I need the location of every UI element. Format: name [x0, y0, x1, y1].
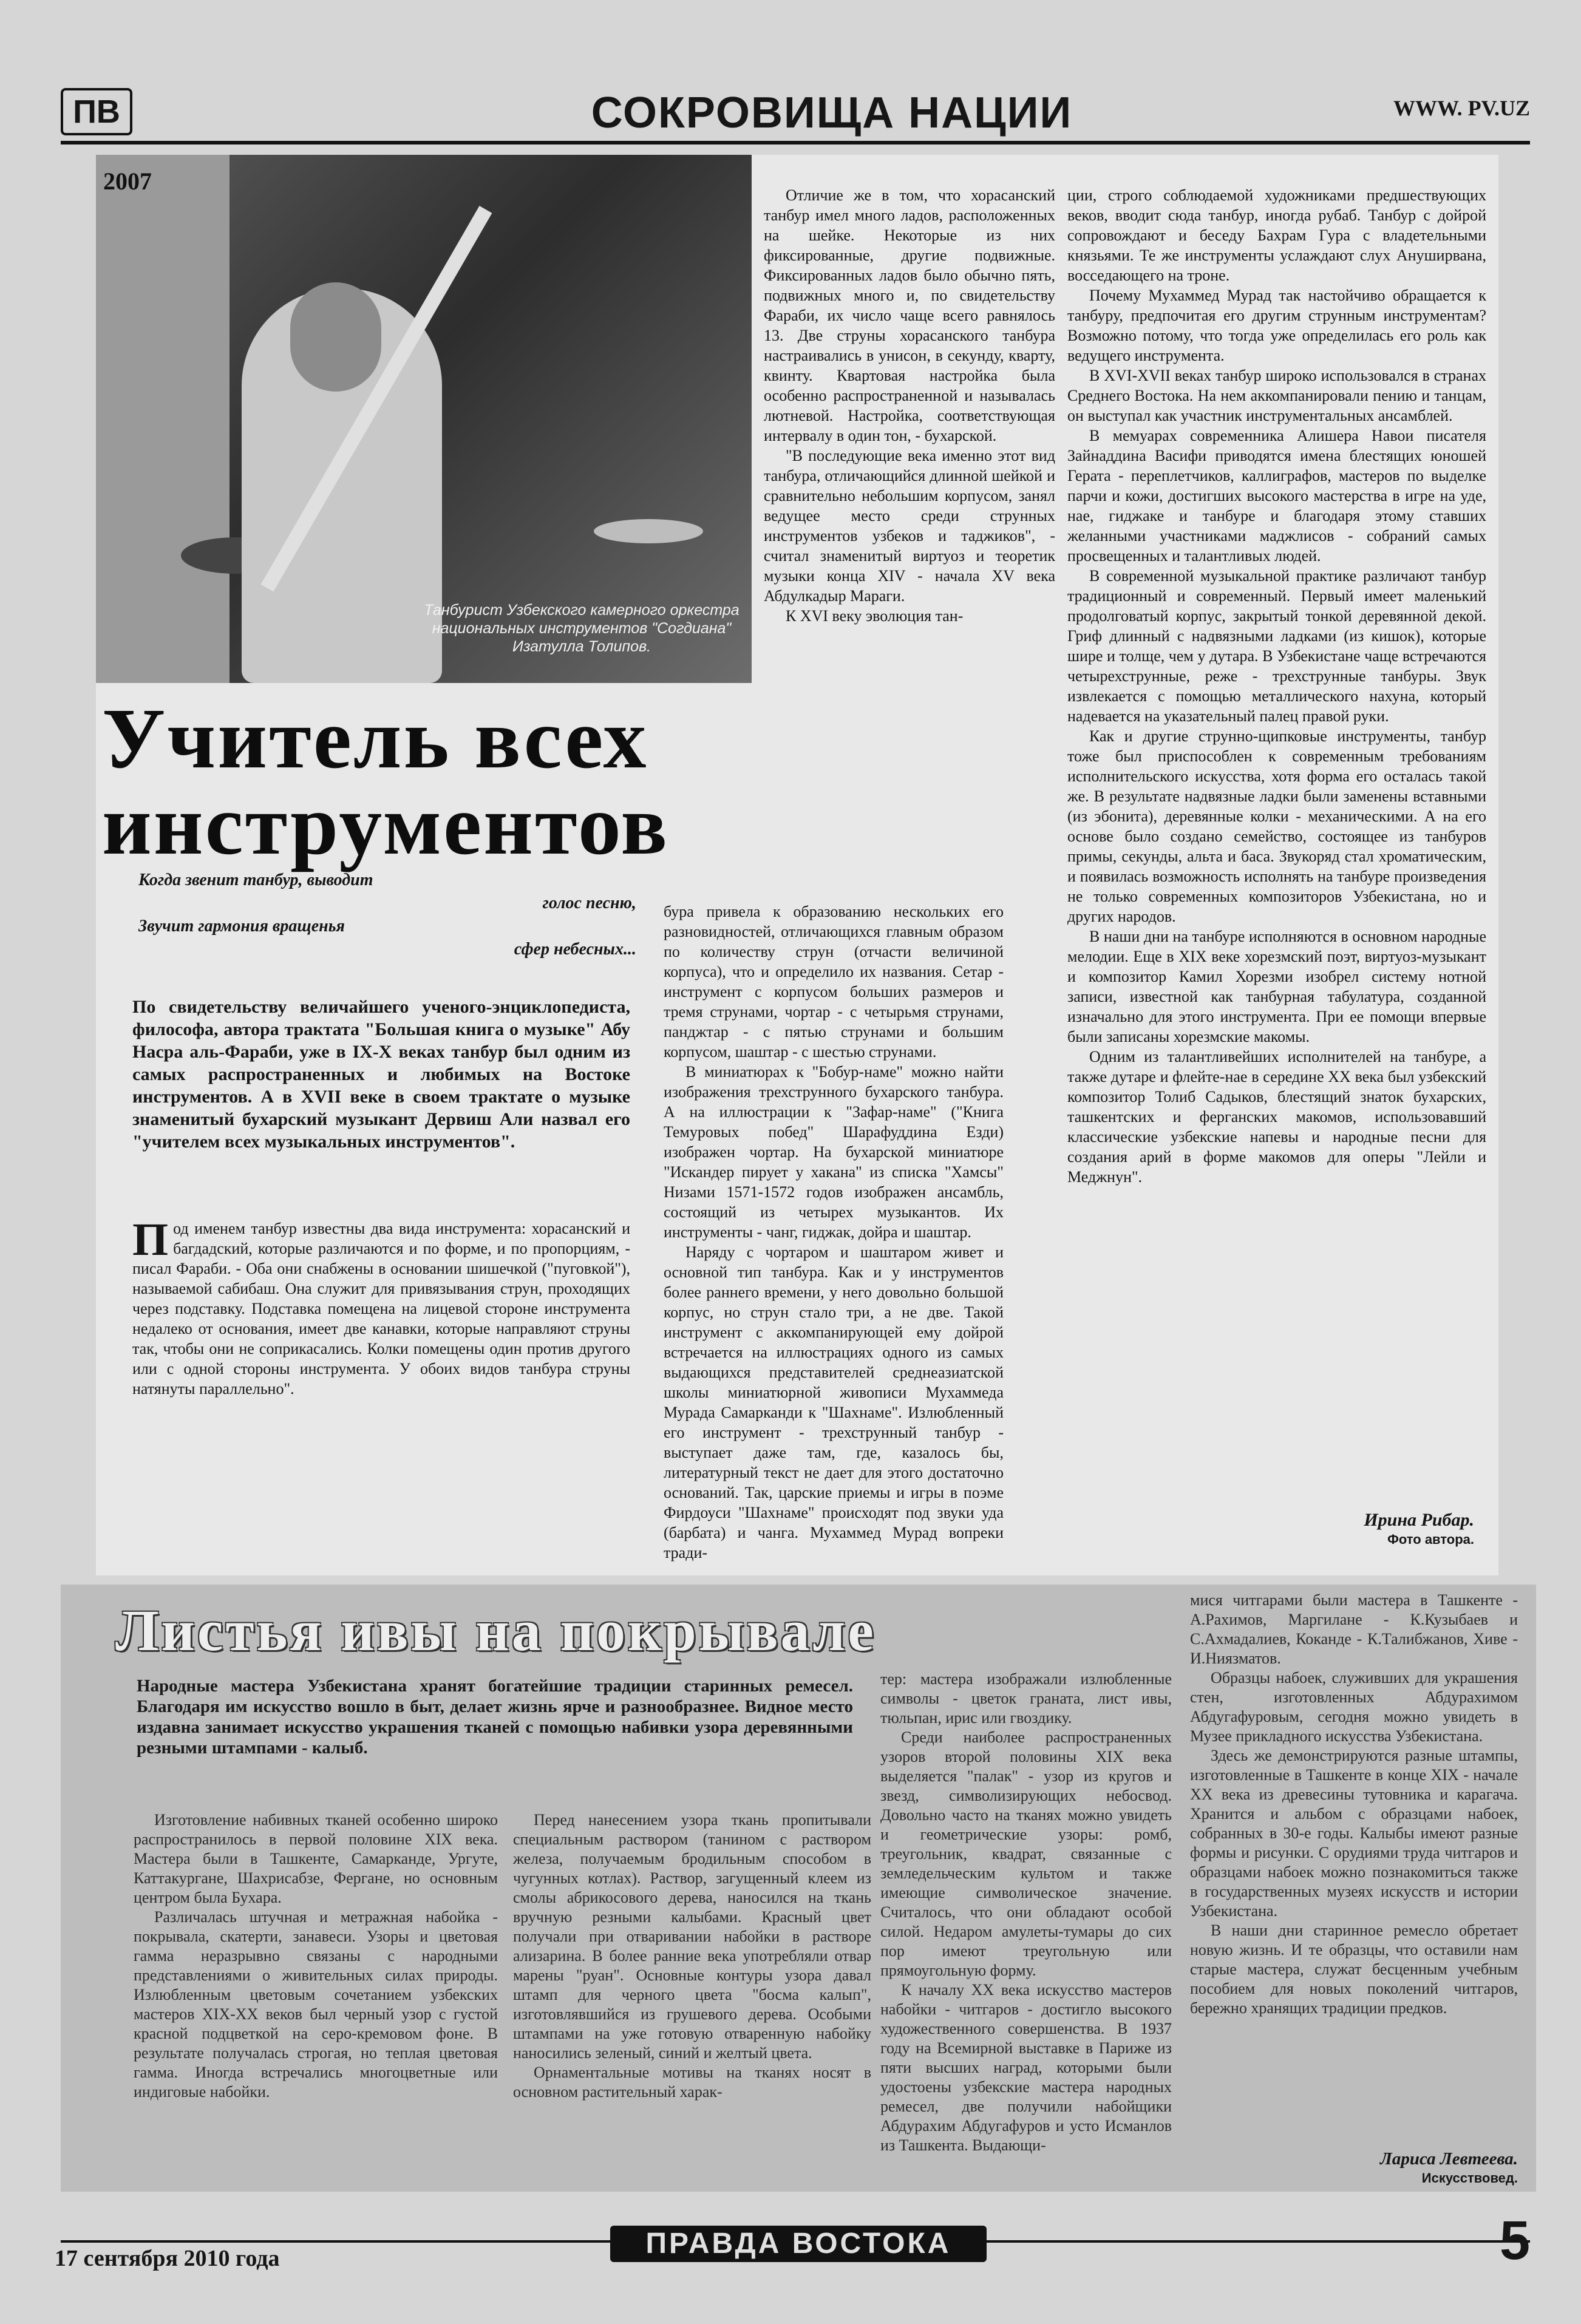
paragraph: Отличие же в том, что хорасанский танбур имел много ладов, расположенных на шейке. Некоторые из них фиксированные, другие подвижные. Фиксированных ладов было обычно пять, подвижных много и, по свидетельству Фараби, их число чаще всего равнялось 13. Две струны хорасанского танбура настраивались в унисон, в секунду, кварту, квинту. Квартовая настройка была особенно распространенной и называлась лютневой. Настройка, соответствующая интервалу в один тон, - бухарской. [764, 186, 1055, 444]
paragraph: Орнаментальные мотивы на тканях носят в основном растительный харак- [513, 2064, 871, 2101]
paragraph: Образцы набоек, служивших для украшения стен, изготовленных Абдурахимом Абдугафуровым, сегодня можно увидеть в Музее прикладного искусства Узбекистана. [1190, 1669, 1518, 1745]
article-column-4 [1067, 185, 1486, 1187]
photo-caption: Танбурист Узбекского камерного оркестра национальных инструментов "Согдиана" Изатулла Толипов. [424, 602, 739, 655]
paragraph: Одним из талантливейших исполнителей на танбуре, а также дутаре и флейте-нае в середине XX века был узбекский композитор Толиб Садыков, блестящий знаток бухарских, ташкентских и ферганских макомов, использовавший классические узбекские напевы и народные песни для создания арий в форме макомов для оперы "Лейли и Меджнун". [1067, 1048, 1486, 1186]
paragraph: В мемуарах современника Алишера Навои писателя Зайнаддина Васифи приводятся имена блестящих юношей Герата - переплетчиков, каллиграфов, мастеров по выделке парчи и кожи, достигших высокого мастерства в игре на уде, нае, гиджаке и танбуре и благодаря этому ставших желанными участниками маджлисов - собраний самых просвещенных и талантливых людей. [1067, 427, 1486, 565]
column-text: од именем танбур известны два вида инструмента: хорасанский и багдадский, которые различаются и по форме, и по пропорциям, - писал Фараби. - Оба они снабжены в основании шишечкой ("пуговкой"), называемой сабибаш. Она служит для привязывания струн, проходящих через подставку. Подставка помещена на лицевой стороне инструмента недалеко от основания, имеет две канавки, которые направляют струны так, чтобы они не соприкасались. Колки помещены один против другого или с одной стороны инструмента. У обоих видов танбура струны натянуты параллельно". [132, 1220, 630, 1398]
paragraph: Наряду с чортаром и шаштаром живет и основной тип танбура. Как и у инструментов более раннего времени, у него довольно большой корпус, но струн стало три, а не две. Такой инструмент с аккомпанирующей ему дойрой встречается на иллюстрациях одного из самых выдающихся представителей среднеазиатской школы миниатюрной живописи Мухаммеда Мурада Самарканди к "Шахнаме". Излюбленный его инструмент - трехструнный танбур - выступает даже там, где, казалось бы, литературный текст не дает для этого достаточно оснований. Так, царские приемы и игры в поэме Фирдоуси "Шахнаме" происходят под звуки уда (барбата) и чанга. Мухаммед Мурад вопреки тради- [664, 1243, 1004, 1561]
paragraph: К XVI веку эволюция тан- [786, 607, 964, 625]
paragraph: В XVI-XVII веках танбур широко использовался в странах Среднего Востока. На нем аккомпанировали пению и танцам, он выступал как участник инструментальных ансамблей. [1067, 367, 1486, 424]
epigraph-line: Звучит гармония вращенья [138, 917, 345, 936]
paragraph: тер: мастера изображали излюбленные символы - цветок граната, лист ивы, тюльпан, ирис или гвоздику. [880, 1670, 1172, 1727]
paragraph: Как и другие струнно-щипковые инструменты, танбур тоже был приспособлен к современным требованиям исполнительского искусства, хотя форма его осталась такой же. В результате надвязные ладки были заменены вставными (из эбонита), деревянные колки - механическими. А на его основе было создано семейство, состоящее из танбуров примы, секунды, альта и баса. Звукоряд стал хроматическим, и появилась возможность исполнять на танбуре произведения не только современных композиторов Узбекистана, но и других народов. [1067, 727, 1486, 925]
article2-column-4 [1190, 1591, 1518, 2018]
newspaper-masthead: ПРАВДА ВОСТОКА [610, 2226, 987, 2262]
paragraph: В наши дни на танбуре исполняются в основном народные мелодии. Еще в XIX веке хорезмский поэт, виртуоз-музыкант и композитор Камил Хорезми изобрел систему нотной записи, известной как танбурная табулатура, созданной изначально для этого инструмента. При ее помощи впервые были записаны хорезмские макомы. [1067, 928, 1486, 1045]
article2-column-1 [134, 1810, 498, 2102]
article-textiles [61, 1585, 1536, 2192]
paragraph: К началу XX века искусство мастеров набойки - читгаров - достигло высокого художественного совершенства. В 1937 году на Всемирной выставке в Париже из пяти высших наград, которыми были удостоены узбекские мастера народных ремесел, две получили набойщики Абдурахим Абдугафуров и усто Исманлов из Ташкента. Выдающи- [880, 1981, 1172, 2154]
paragraph: Изготовление набивных тканей особенно широко распространилось в первой половине XIX века. Мастера были в Ташкенте, Самарканде, Ургуте, Каттакургане, Шахрисабзе, Фергане, но основным центром была Бухара. [134, 1811, 498, 1906]
article-column-1 [132, 1214, 630, 1399]
article2-lead: Народные мастера Узбекистана хранят богатейшие традиции старинных ремесел. Благодаря им искусство вошло в быт, делает жизнь ярче и разнообразнее. Видное место издавна занимает искусство украшения тканей с помощью набивки узора деревянными резными штампами - калыб. [137, 1676, 853, 1758]
page-header [61, 88, 1530, 137]
article2-headline: Листья ивы на покрывале [115, 1598, 876, 1663]
paragraph: В миниатюрах к "Бобур-наме" можно найти изображения трехструнного бухарского танбура. А на иллюстрации к "Зафар-наме" ("Книга Темуровых побед" Шарафуддина Езди) изображен чортар. На бухарской миниатюре "Искандер пирует у хакана" из списка "Хамсы" Низами 1571-1572 годов изображен ансамбль, состоящий из четырех музыкантов. Их инструменты - чанг, гиджак, дойра и шаштар. [664, 1063, 1004, 1241]
paragraph: Здесь же демонстрируются разные штампы, изготовленные в Ташкенте в конце XIX - начале XX века из древесины тутовника и карагача. Хранится и альбом с образцами набоек, собранных в 30-е годы. Калыбы имеют разные формы и рисунки. С орудиями труда читгаров и образцами набоек можно познакомиться также в государственных музеях искусств и истории Узбекистана. [1190, 1747, 1518, 1920]
section-title: СОКРОВИЩА НАЦИИ [591, 89, 1073, 137]
epigraph-line: голос песню, [542, 894, 636, 912]
paragraph: мися читгарами были мастера в Ташкенте - А.Рахимов, Маргилане - К.Кузыбаев и С.Ахмадалиев, Коканде - К.Талибжанов, Хиве - И.Ниязматов. [1190, 1591, 1518, 1667]
article-column-2 [664, 902, 1004, 1563]
article2-author-role: Искусствовед. [1421, 2170, 1518, 2186]
photo-credit: Фото автора. [1387, 1532, 1474, 1547]
header-rule [61, 141, 1530, 144]
issue-date: 17 сентября 2010 года [55, 2246, 280, 2271]
epigraph-line: сфер небесных... [514, 940, 636, 959]
paragraph: ции, строго соблюдаемой художниками предшествующих веков, вводит сюда танбур, иногда рубаб. Танбур с дойрой сопровождают и беседу Бахрам Гура с владетельными князьями. Те же инструменты услаждают слух Ануширвана, восседающего на троне. [1067, 186, 1486, 284]
paragraph: Перед нанесением узора ткань пропитывали специальным раствором (танином с раствором железа, получаемым бродильным способом в чугунных котлах). Раствор, загущенный клеем из смолы абрикосового дерева, наносился на ткань вручную резными калыбами. Красный цвет получали при отваривании набойки в растворе ализарина. В более ранние века употребляли отвар марены "руан". Основные контуры узора давал штамп для черного цвета "босма калып", изготовлявшийся из грушевого дерева. Особыми штампами на уже готовую отваренную набойку наносились зеленый, синий и желтый цвета. [513, 1811, 871, 2062]
article-lead: По свидетельству величайшего ученого-энциклопедиста, философа, автора трактата "Большая книга о музыке" Абу Насра аль-Фараби, уже в IX-X веках танбур был одним из самых распространенных и любимых на Востоке инструментов. А в XVII веке в своем трактате о музыке знаменитый бухарский музыкант Дервиш Али назвал его "учителем всех музыкальных инструментов". [132, 997, 630, 1152]
paragraph: бура привела к образованию нескольких его разновидностей, отличающихся главным образом по количеству струн (отчасти величиной корпуса), что и определило их названия. Сетар - инструмент с корпусом больших размеров и тремя струнами, чортар - с четырьмя струнами, панджтар - с пятью струнами и большим корпусом, шаштар - с шестью струнами. [664, 903, 1004, 1061]
site-url[interactable]: WWW. PV.UZ [1393, 96, 1530, 120]
page-number: 5 [1500, 2210, 1531, 2271]
paragraph: Различалась штучная и метражная набойка - покрывала, скатерти, занавеси. Узоры и цветовая гамма неразрывно связаны с народными представлениями о живительных силах природы. Излюбленным цветовым сочетанием узбекских мастеров XIX-XX веков был черный узор с густой красной подцветкой на серо-кремовом фоне. В результате получалась строгая, но теплая цветовая гамма. Иногда встречались многоцветные или индиговые набойки. [134, 1908, 498, 2101]
article-headline: Учитель всех инструментов [102, 690, 669, 872]
dropcap: П [132, 1214, 169, 1265]
photo-cymbal [594, 519, 703, 543]
photo-poster-year: 2007 [103, 168, 152, 195]
article-column-3 [764, 185, 1055, 626]
paragraph: В современной музыкальной практике различают танбур традиционный и современный. Первый имеет маленький продолговатый корпус, закрытый тонкой деревянной декой. Гриф длинный с надвязными ладками (из кишок), которые шире и толще, чем у дутара. В Узбекистане чаще встречаются четырехструнные, реже - трехструнные танбуры. Звук извлекается с помощью металлического нахуна, который надевается на указательный палец правой руки. [1067, 567, 1486, 725]
photo-wall-poster [96, 155, 229, 683]
photo-musician-head [290, 282, 381, 392]
article2-column-3 [880, 1670, 1172, 2155]
author-signature: Ирина Рибар. [1364, 1510, 1474, 1530]
epigraph-line: Когда звенит танбур, выводит [138, 871, 373, 889]
article2-column-2 [513, 1810, 871, 2102]
epigraph [138, 869, 636, 961]
paragraph: Почему Мухаммед Мурад так настойчиво обращается к танбуру, предпочитая его другим струнным инструментам? Возможно потому, что тогда уже определилась его роль как ведущего инструмента. [1067, 287, 1486, 364]
paragraph: "В последующие века именно этот вид танбура, отличающийся длинной шейкой и сравнительно небольшим корпусом, занял ведущее место среди струнных инструментов узбеков и таджиков", - считал знаменитый виртуоз и теоретик музыки конца XIV - начала XV века Абдулкадыр Мараги. [764, 447, 1055, 605]
article2-author: Лариса Левтеева. [1379, 2149, 1518, 2169]
article-tanbur [96, 155, 1498, 1575]
paragraph: Среди наиболее распространенных узоров второй половины XIX века выделяется "палак" - узор из кругов и звезд, символизирующих небосвод. Довольно часто на тканях можно увидеть и геометрические узоры: ромб, треугольник, квадрат, связанные с земледельческим культом и также имеющие символическое значение. Считалось, что они обладают особой силой. Недаром амулеты-тумары до сих пор имеют треугольную или прямоугольную форму. [880, 1728, 1172, 1979]
paragraph: В наши дни старинное ремесло обретает новую жизнь. И те образцы, что оставили нам старые мастера, служат бесценным учебным пособием для новых поколений читгаров, бережно хранящих традиции предков. [1190, 1921, 1518, 2017]
tanbur-player-photo [96, 155, 752, 683]
pv-logo: ПВ [61, 88, 132, 135]
